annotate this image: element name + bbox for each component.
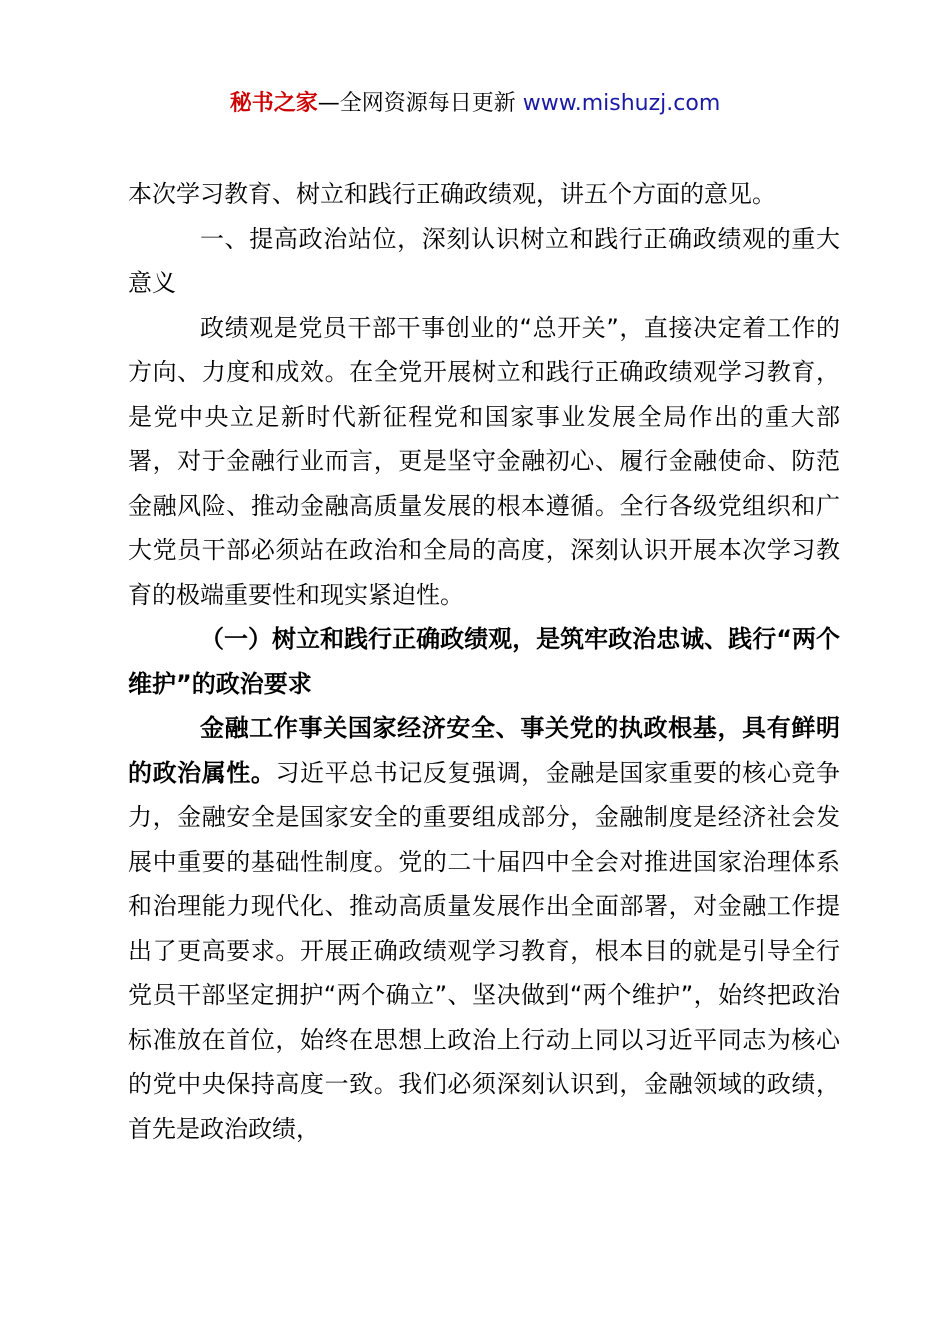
paragraph-text: 习近平总书记反复强调，金融是国家重要的核心竞争力，金融安全是国家安全的重要组成部分，金融制度是经济社会发展中重要的基础性制度。党的二十届四中全会对推进国家治理体系和治理能力现代化、推动高质量发展作出全面部署，对金融工作提出了更高要求。开展正确政绩观学习教育，根本目的就是引导全行党员干部坚定拥护“两个确立”、坚决做到“两个维护”，始终把政治标准放在首位，始终在思想上政治上行动上同以习近平同志为核心的党中央保持高度一致。我们必须深刻认识到，金融领域的政绩，首先是政治政绩， [128,758,841,1143]
site-url-link[interactable]: www.mishuzj.com [522,91,721,116]
body-paragraph: 政绩观是党员干部干事创业的“总开关”，直接决定着工作的方向、力度和成效。在全党开展树立和践行正确政绩观学习教育，是党中央立足新时代新征程党和国家事业发展全局作出的重大部署，对于金融行业而言，更是坚守金融初心、履行金融使命、防范金融风险、推动金融高质量发展的根本遵循。全行各级党组织和广大党员干部必须站在政治和全局的高度，深刻认识开展本次学习教育的极端重要性和现实紧迫性。 [128,313,840,609]
sub-heading: （一）树立和践行正确政绩观，是筑牢政治忠诚、践行“两个维护”的政治要求 [128,625,840,698]
emphasis-sentence: 金融工作事关国家经济安全、事关党的执政根基，具有鲜明的政治属性。 [128,714,840,787]
page-header [0,86,950,122]
body-paragraph-2 [128,706,840,1151]
intro-paragraph: 本次学习教育、树立和践行正确政绩观，讲五个方面的意见。 [128,180,776,208]
header-tagline: —全网资源每日更新 [317,91,523,116]
document-body [128,172,840,1151]
section-heading: 一、提高政治站位，深刻认识树立和践行正确政绩观的重大意义 [128,224,840,297]
brand-name: 秘书之家 [229,91,318,116]
